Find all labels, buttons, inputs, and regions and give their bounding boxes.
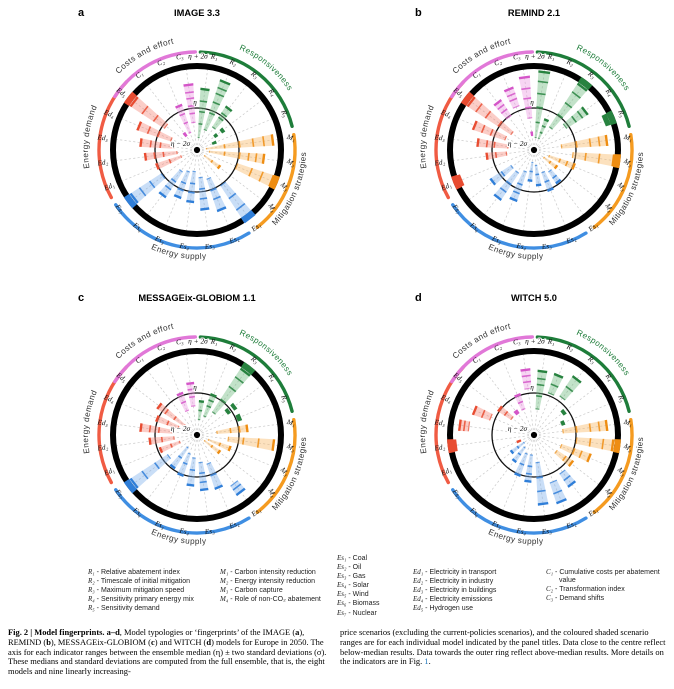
indicator-label-C2: C₂ — [492, 57, 503, 68]
scenario-dash-C1 — [513, 409, 519, 415]
demand-label: Energy demand — [80, 103, 99, 170]
indicator-label-C1: C₁ — [471, 354, 482, 366]
indicator-label-Es2: Es₂ — [228, 234, 241, 246]
legend-item: Es₆ - Biomass — [337, 599, 380, 608]
indicator-label-M2: M₂ — [622, 442, 634, 454]
scenario-dash-R4 — [230, 403, 237, 411]
indicator-label-Es5: Es₅ — [490, 519, 503, 531]
indicator-label-Es3: Es₃ — [204, 526, 216, 537]
indicator-label-Ed1: Ed₁ — [102, 466, 116, 478]
panel-letter-b: b — [415, 7, 422, 19]
axis-label-center: η − 2σ — [170, 140, 190, 148]
panel-letter-c: c — [78, 292, 85, 304]
indicator-label-Ed1: Ed₁ — [439, 466, 453, 478]
legend-symbol: R₁ — [88, 568, 95, 576]
legend-symbol: M₁ — [220, 568, 229, 576]
axis-label-outer: η + 2σ — [525, 51, 545, 61]
supply-label: Energy supply — [150, 242, 207, 262]
indicator-label-Es1: Es₁ — [249, 221, 263, 234]
indicator-label-Ed2: Ed₂ — [434, 443, 446, 453]
fingerprint-chart-b — [337, 3, 674, 285]
indicator-label-Ed5: Ed₅ — [451, 86, 465, 99]
caption-text: ), MESSAGEix-GLOBIOM ( — [50, 636, 151, 647]
indicator-label-R2: R₂ — [228, 342, 238, 353]
legend-item: Ed₁ - Electricity in transport — [413, 568, 497, 576]
indicator-legend — [0, 554, 674, 622]
indicator-label-M1: M₁ — [622, 417, 634, 429]
indicator-label-R3: R₃ — [249, 69, 260, 81]
indicator-label-Ed3: Ed₃ — [97, 133, 109, 143]
indicator-label-M3: M₃ — [615, 465, 628, 478]
legend-item: Es₁ - Coal — [337, 554, 368, 562]
indicator-label-Es6: Es₆ — [131, 506, 145, 519]
panel-b — [337, 3, 674, 285]
indicator-label-Ed4: Ed₄ — [102, 108, 116, 120]
scenario-band-R1 — [198, 89, 210, 138]
indicator-label-M2: M₂ — [622, 157, 634, 169]
scenario-band-Es3 — [536, 462, 549, 504]
indicator-label-Ed4: Ed₄ — [439, 108, 453, 120]
indicator-label-Es2: Es₂ — [565, 234, 578, 246]
scenario-dash-R4 — [560, 409, 566, 416]
responsiveness-label: Responsiveness — [575, 327, 632, 378]
indicator-label-R3: R₃ — [249, 354, 260, 366]
scenario-band-M2 — [576, 437, 613, 451]
indicator-label-R1: R₁ — [210, 337, 219, 347]
indicator-label-Es4: Es₄ — [515, 526, 527, 537]
caption-text: ), REMIND ( — [8, 627, 305, 647]
legend-symbol: C₁ — [546, 568, 554, 576]
caption-text: a — [295, 627, 300, 637]
legend-item: Ed₃ - Electricity in buildings — [413, 586, 497, 595]
indicator-label-C1: C₁ — [471, 69, 482, 81]
caption-text: c — [150, 636, 155, 647]
legend-item: R₃ - Maximum mitigation speed — [88, 586, 185, 595]
indicator-label-M2: M₂ — [285, 442, 297, 454]
mitigation-label: Mitigation strategies — [270, 436, 309, 513]
legend-item: C₂ - Transformation index — [546, 585, 625, 594]
indicator-label-Es7: Es₇ — [450, 203, 463, 216]
indicator-label-R5: R₅ — [616, 109, 627, 119]
axis-label-center: η − 2σ — [507, 140, 527, 148]
axis-label-median: η — [530, 383, 534, 392]
axis-label-center: η − 2σ — [507, 425, 527, 433]
legend-symbol: R₄ — [88, 595, 95, 604]
indicator-label-Es3: Es₃ — [541, 526, 553, 537]
scenario-band-Ed5 — [130, 97, 167, 129]
legend-item: Es₅ - Wind — [337, 590, 369, 599]
legend-item: M₂ - Energy intensity reduction — [220, 577, 316, 586]
indicator-label-Ed3: Ed₃ — [97, 418, 109, 428]
indicator-label-C2: C₂ — [155, 57, 166, 68]
indicator-label-Ed5: Ed₅ — [114, 86, 128, 99]
indicator-label-M4: M₄ — [266, 487, 278, 499]
legend-item: Es₄ - Solar — [337, 581, 369, 590]
figure-1-link[interactable]: 1 — [424, 656, 429, 667]
legend-symbol: R₃ — [88, 586, 95, 595]
indicator-label-C1: C₁ — [134, 69, 145, 81]
legend-symbol: Ed₁ — [413, 568, 424, 576]
mitigation-label: Mitigation strategies — [607, 436, 646, 513]
scenario-band-Es7 — [130, 454, 170, 488]
indicator-label-R4: R₄ — [603, 372, 615, 383]
legend-symbol: M₄ — [220, 595, 229, 604]
legend-item: Es₂ - Oil — [337, 563, 362, 572]
indicator-label-Es4: Es₄ — [178, 241, 190, 252]
scenario-dash-R5 — [212, 141, 217, 145]
indicator-label-R5: R₅ — [279, 109, 290, 119]
legend-symbol: Es₄ — [337, 581, 347, 590]
indicator-label-Ed2: Ed₂ — [434, 158, 446, 168]
indicator-label-R5: R₅ — [616, 394, 627, 404]
legend-item: Ed₄ - Electricity emissions — [413, 595, 493, 604]
indicator-label-R4: R₄ — [603, 87, 615, 98]
indicator-label-Es7: Es₇ — [450, 488, 463, 501]
panel-title-c: MESSAGEix-GLOBIOM 1.1 — [138, 293, 256, 303]
indicator-label-Es5: Es₅ — [153, 234, 166, 246]
indicator-label-Es6: Es₆ — [131, 221, 145, 234]
legend-symbol: C₃ — [546, 594, 554, 603]
costs-label: Costs and effort — [450, 321, 512, 361]
panel-letter-d: d — [415, 292, 422, 304]
indicator-label-M3: M₃ — [615, 180, 628, 193]
mitigation-label: Mitigation strategies — [607, 151, 646, 228]
scenario-band-M2 — [228, 437, 274, 451]
legend-symbol: M₃ — [220, 586, 229, 595]
legend-item: Ed₂ - Electricity in industry — [413, 577, 494, 586]
scenario-band-R3 — [212, 368, 250, 414]
indicator-label-Ed3: Ed₃ — [434, 418, 446, 428]
indicator-label-Es7: Es₇ — [113, 488, 126, 501]
indicator-label-R1: R₁ — [547, 337, 556, 347]
indicator-label-R4: R₄ — [266, 372, 278, 383]
indicator-label-M3: M₃ — [278, 465, 291, 478]
indicator-label-Es6: Es₆ — [468, 506, 482, 519]
axis-label-center: η − 2σ — [170, 425, 190, 433]
scenario-dash-R4 — [219, 127, 225, 133]
indicator-label-R3: R₃ — [586, 69, 597, 81]
axis-label-median: η — [530, 98, 534, 107]
indicator-label-C3: C₃ — [175, 337, 184, 347]
scenario-dash-Ed1 — [516, 439, 521, 443]
caption-text: ) and WITCH ( — [154, 636, 207, 647]
indicator-label-C3: C₃ — [175, 52, 184, 62]
spoke-gridline — [523, 355, 533, 430]
scenario-band-M2 — [572, 152, 614, 166]
indicator-label-R1: R₁ — [547, 52, 556, 62]
legend-symbol: R₅ — [88, 604, 95, 613]
responsiveness-label: Responsiveness — [238, 327, 295, 378]
legend-column — [220, 568, 334, 604]
scenario-dash-R5 — [560, 420, 565, 426]
caption-text: b — [46, 636, 51, 647]
indicator-label-Es5: Es₅ — [153, 519, 166, 531]
indicator-label-Ed4: Ed₄ — [439, 393, 453, 405]
costs-label: Costs and effort — [113, 321, 175, 361]
legend-item: C₃ - Demand shifts — [546, 594, 605, 603]
indicator-label-Ed1: Ed₁ — [102, 181, 116, 193]
indicator-label-Es5: Es₅ — [490, 234, 503, 246]
indicator-label-Ed5: Ed₅ — [451, 371, 465, 384]
legend-item: Es₇ - Nuclear — [337, 608, 377, 617]
axis-label-median: η — [193, 383, 197, 392]
scenario-band-M1 — [217, 425, 248, 434]
indicator-label-Ed2: Ed₂ — [97, 158, 109, 168]
caption-column-left — [8, 628, 335, 677]
legend-symbol: Ed₂ — [413, 577, 424, 586]
supply-label: Energy supply — [487, 242, 544, 262]
costs-label: Costs and effort — [450, 36, 512, 76]
scenario-band-R1 — [535, 371, 547, 409]
indicator-label-R1: R₁ — [210, 52, 219, 62]
indicator-label-M1: M₁ — [622, 132, 634, 144]
indicator-label-R3: R₃ — [586, 354, 597, 366]
legend-symbol: Es₆ — [337, 599, 347, 608]
caption-text: , Model typologies or ‘fingerprints’ of the IMAGE ( — [119, 627, 296, 637]
legend-symbol: R₂ — [88, 577, 95, 586]
legend-column — [337, 554, 417, 618]
scenario-dash-C3 — [530, 131, 533, 136]
mitigation-label: Mitigation strategies — [270, 151, 309, 228]
indicator-label-Ed3: Ed₃ — [434, 133, 446, 143]
axis-label-outer: η + 2σ — [188, 51, 208, 61]
panel-letter-a: a — [78, 7, 85, 19]
caption-text: ) models for Europe in 2050. The axis for each indicator ranges between the ensemble median (η) ± two standard deviations (σ). These medians and standard deviations are computed from the full ensemble, that is, the eight models and nine linearly increasing- — [8, 636, 327, 676]
centre-dot — [531, 147, 537, 153]
fingerprint-chart-a — [0, 3, 337, 285]
legend-symbol: Es₃ — [337, 572, 347, 581]
indicator-label-Es3: Es₃ — [541, 241, 553, 252]
legend-column — [546, 568, 672, 603]
panel-d — [337, 288, 674, 570]
scenario-dash-C1 — [183, 132, 188, 137]
panel-a — [0, 3, 337, 285]
indicator-label-Es4: Es₄ — [178, 526, 190, 537]
indicator-label-Es3: Es₃ — [204, 241, 216, 252]
supply-label: Energy supply — [150, 527, 207, 547]
indicator-label-M1: M₁ — [285, 417, 297, 429]
scenario-band-M1 — [561, 135, 607, 148]
legend-symbol: Ed₄ — [413, 595, 424, 604]
indicator-label-Es2: Es₂ — [228, 519, 241, 531]
axis-label-outer: η + 2σ — [188, 336, 208, 346]
panel-title-b: REMIND 2.1 — [507, 8, 561, 18]
indicator-label-Ed5: Ed₅ — [114, 371, 128, 384]
panel-title-a: IMAGE 3.3 — [174, 8, 220, 18]
legend-item: Ed₅ - Hydrogen use — [413, 604, 474, 613]
fingerprint-chart-d — [337, 288, 674, 570]
axis-label-outer: η + 2σ — [525, 336, 545, 346]
legend-symbol: M₂ — [220, 577, 229, 586]
scenario-dash-R4 — [213, 133, 218, 138]
legend-item: C₁ - Cumulative costs per abatement value — [546, 568, 660, 585]
demand-label: Energy demand — [417, 103, 436, 170]
centre-dot — [194, 147, 200, 153]
axis-label-median: η — [193, 98, 197, 107]
legend-symbol: Ed₅ — [413, 604, 424, 613]
indicator-label-C3: C₃ — [512, 52, 521, 62]
indicator-label-C3: C₃ — [512, 337, 521, 347]
panel-title-d: WITCH 5.0 — [511, 293, 557, 303]
indicator-label-R5: R₅ — [279, 394, 290, 404]
legend-symbol: Es₂ — [337, 563, 347, 572]
caption-text: . — [428, 656, 431, 667]
indicator-label-R2: R₂ — [565, 57, 575, 68]
legend-item: R₅ - Sensitivity demand — [88, 604, 160, 613]
indicator-label-C2: C₂ — [492, 342, 503, 353]
responsiveness-label: Responsiveness — [575, 42, 632, 93]
legend-symbol: Es₇ — [337, 608, 347, 617]
ring-highlight-Ed2 — [450, 439, 452, 452]
legend-item: Es₃ - Gas — [337, 572, 366, 581]
centre-dot — [194, 432, 200, 438]
indicator-label-M4: M₄ — [266, 202, 278, 214]
indicator-label-M1: M₁ — [285, 132, 297, 144]
caption-text: d — [206, 636, 212, 647]
caption-text: price scenarios (excluding the current-policies scenarios), and the coloured shaded scenario ranges are for each individual model indicated by the panel titles. Data close to the centre reflect below-median results. Data towards the outer ring reflect above-median results. More details on the indicators are in Fig. — [340, 627, 666, 667]
indicator-label-Es2: Es₂ — [565, 519, 578, 531]
supply-label: Energy supply — [487, 527, 544, 547]
indicator-label-Es7: Es₇ — [113, 203, 126, 216]
indicator-label-C1: C₁ — [134, 354, 145, 366]
band-min-edge — [206, 148, 207, 150]
indicator-label-M4: M₄ — [603, 487, 615, 499]
indicator-label-Es1: Es₁ — [249, 506, 263, 519]
caption-text: Fig. 2 | Model fingerprints. a–d — [8, 627, 120, 637]
indicator-label-R4: R₄ — [266, 87, 278, 98]
demand-label: Energy demand — [417, 388, 436, 455]
indicator-label-Ed4: Ed₄ — [102, 393, 116, 405]
panel-c — [0, 288, 337, 570]
indicator-label-R2: R₂ — [228, 57, 238, 68]
indicator-label-Es6: Es₆ — [468, 221, 482, 234]
legend-symbol: Es₁ — [337, 554, 347, 562]
indicator-label-M4: M₄ — [603, 202, 615, 214]
indicator-label-Ed1: Ed₁ — [439, 181, 453, 193]
responsiveness-arc — [537, 337, 629, 411]
legend-item: R₁ - Relative abatement index — [88, 568, 180, 576]
indicator-label-M3: M₃ — [278, 180, 291, 193]
indicator-label-Es1: Es₁ — [586, 221, 600, 234]
indicator-label-Es1: Es₁ — [586, 506, 600, 519]
legend-column — [413, 568, 549, 613]
ring-highlight-M2 — [616, 154, 618, 167]
legend-symbol: Es₅ — [337, 590, 347, 599]
caption-column-right — [340, 628, 670, 667]
ring-highlight-M2 — [616, 439, 618, 452]
responsiveness-label: Responsiveness — [238, 42, 295, 93]
legend-item: R₄ - Sensitivity primary energy mix — [88, 595, 194, 604]
legend-item: M₃ - Carbon capture — [220, 586, 283, 595]
indicator-label-R2: R₂ — [565, 342, 575, 353]
legend-symbol: C₂ — [546, 585, 554, 594]
legend-item: R₂ - Timescale of initial mitigation — [88, 577, 191, 586]
centre-dot — [531, 432, 537, 438]
legend-item: M₁ - Carbon intensity reduction — [220, 568, 316, 576]
indicator-label-Es4: Es₄ — [515, 241, 527, 252]
demand-label: Energy demand — [80, 388, 99, 455]
costs-label: Costs and effort — [113, 36, 175, 76]
indicator-label-M2: M₂ — [285, 157, 297, 169]
fingerprint-chart-c — [0, 288, 337, 570]
indicator-label-Ed2: Ed₂ — [97, 443, 109, 453]
indicator-label-C2: C₂ — [155, 342, 166, 353]
legend-symbol: Ed₃ — [413, 586, 424, 595]
scenario-band-Ed1 — [160, 441, 181, 453]
scenario-band-M3 — [235, 163, 274, 186]
scenario-band-M1 — [563, 420, 608, 433]
legend-item: M₄ - Role of non-CO₂ abatement — [220, 595, 321, 604]
